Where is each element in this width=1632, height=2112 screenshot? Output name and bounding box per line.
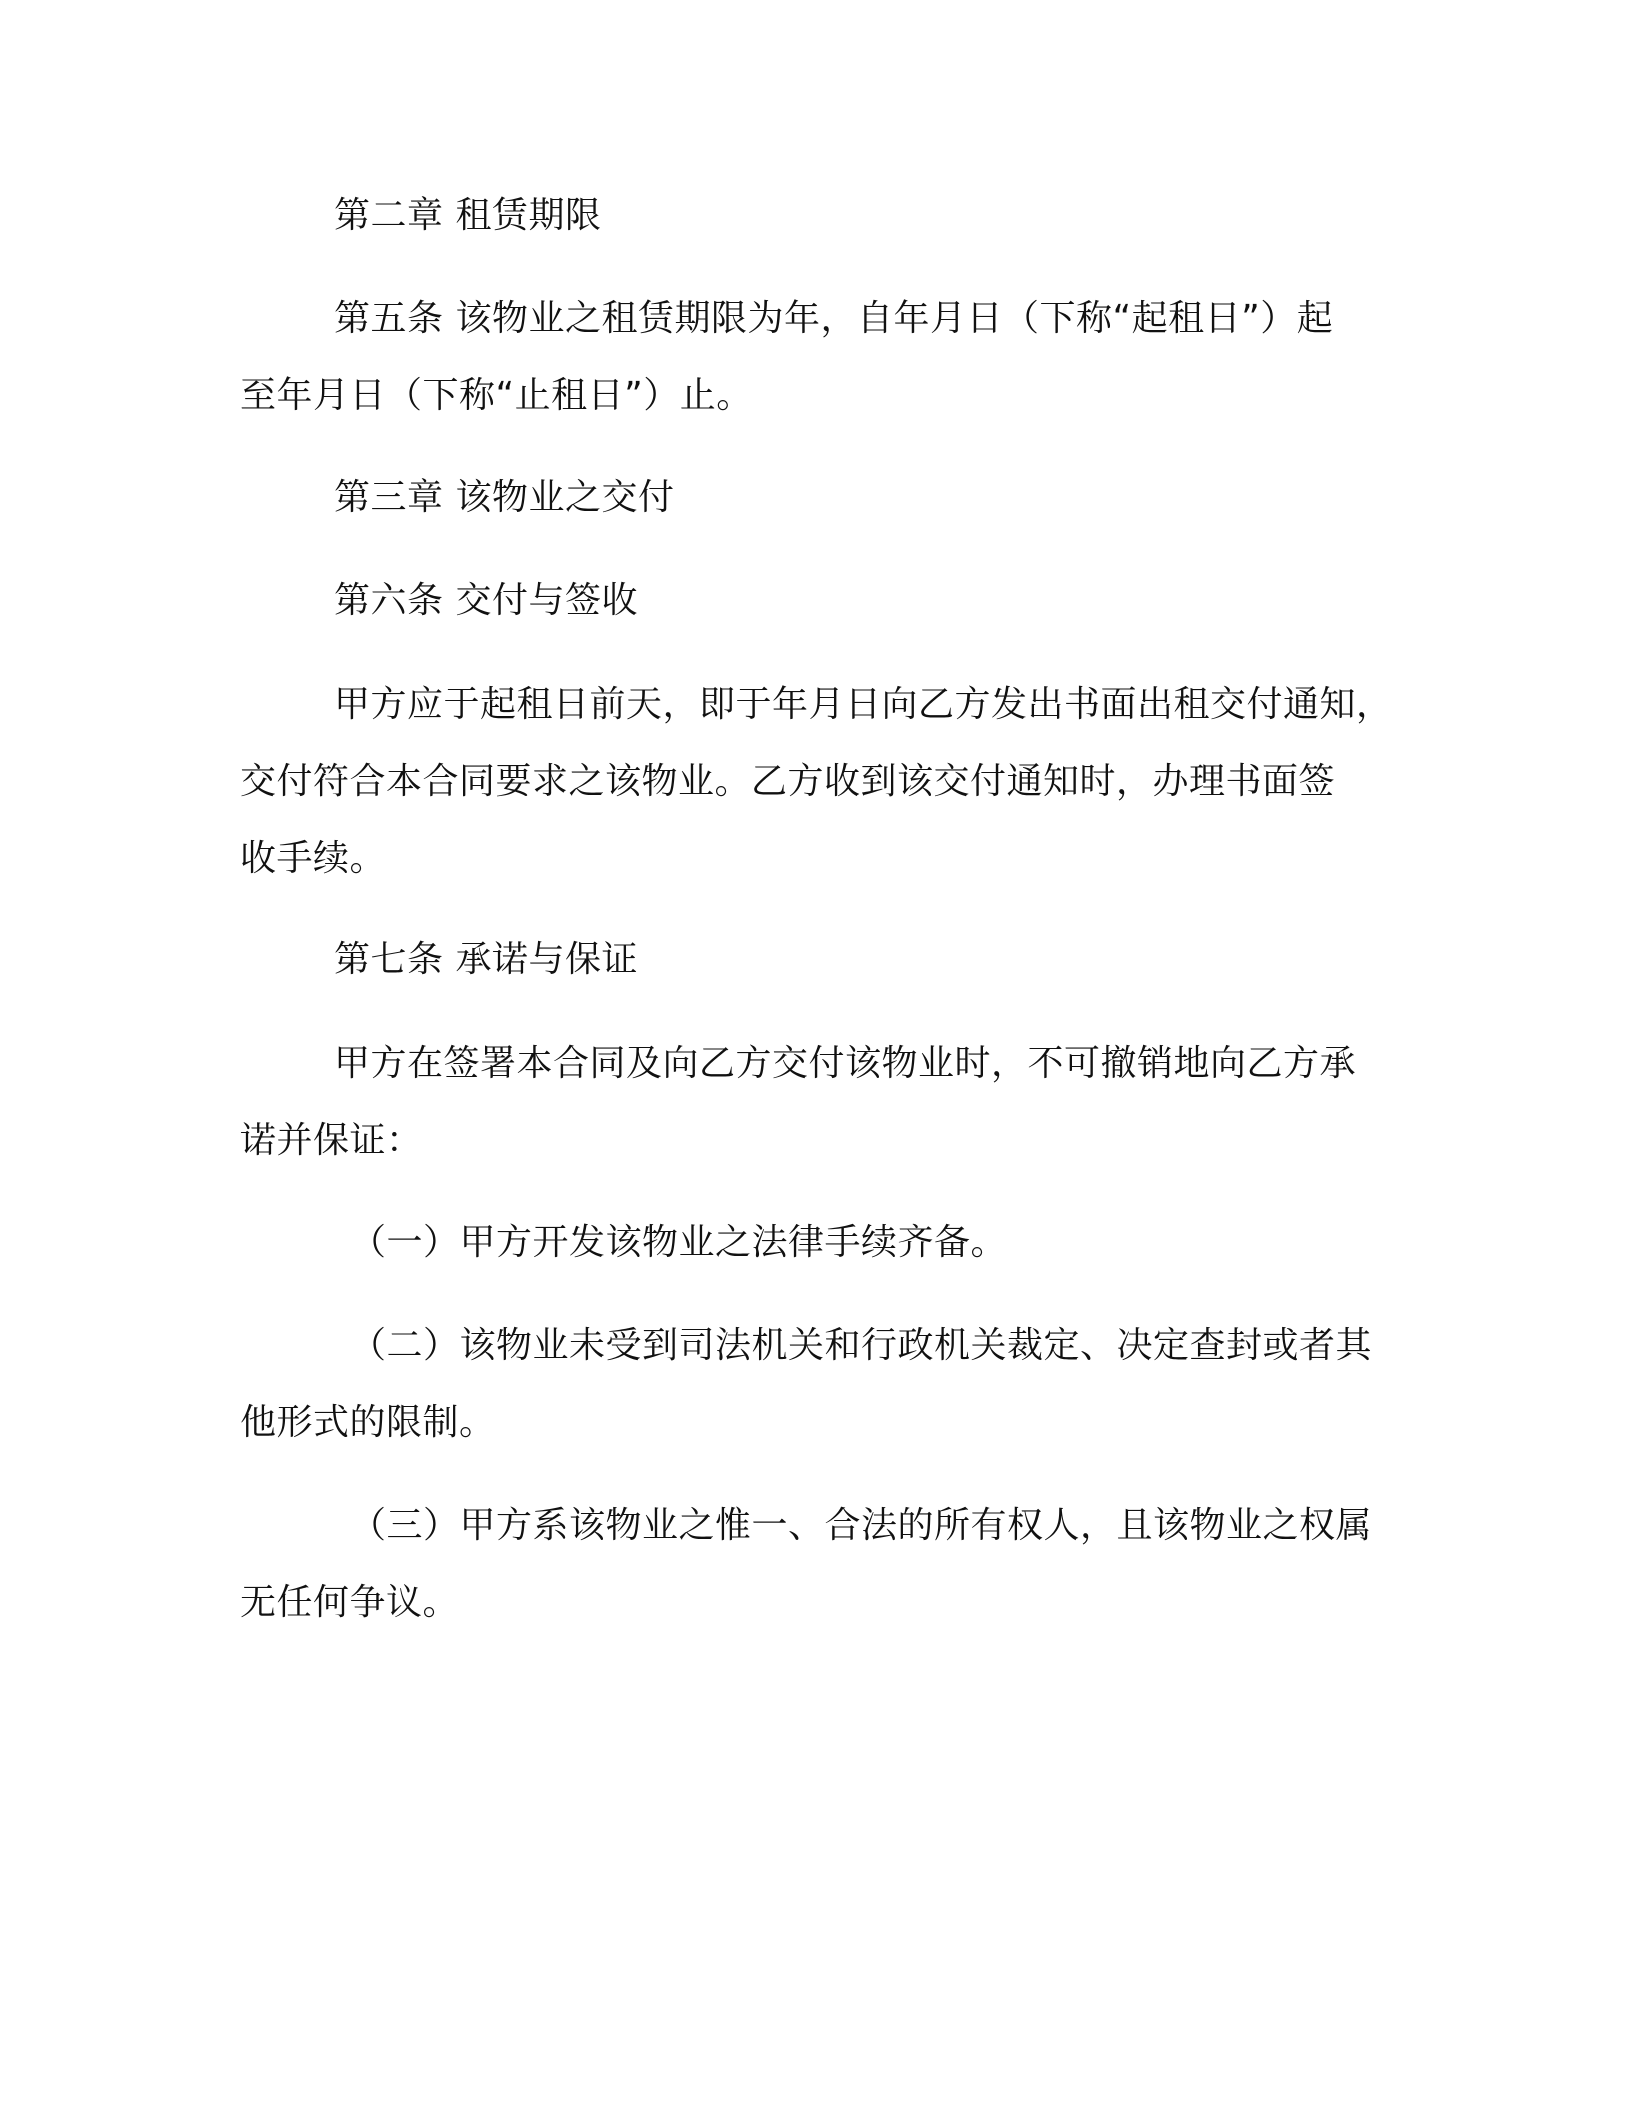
clause-3-line-2: 无任何争议。: [240, 1582, 460, 1623]
article-6-para-line-1: 甲方应于起租日前天，即于年月日向乙方发出书面出租交付通知，: [334, 684, 1393, 725]
article-7-para-line-2: 诺并保证：: [240, 1120, 423, 1161]
article-7-heading: 第七条 承诺与保证: [334, 939, 638, 980]
article-7-para-line-1: 甲方在签署本合同及向乙方交付该物业时，不可撤销地向乙方承: [334, 1043, 1357, 1084]
article-5-line-1: 第五条 该物业之租赁期限为年，自年月日（下称“起租日”）起: [334, 298, 1334, 339]
chapter-3-heading: 第三章 该物业之交付: [334, 477, 675, 518]
article-5-line-2: 至年月日（下称“止租日”）止。: [240, 375, 753, 416]
article-6-para-line-2: 交付符合本合同要求之该物业。乙方收到该交付通知时，办理书面签: [240, 761, 1336, 802]
clause-3-line-1: （三）甲方系该物业之惟一、合法的所有权人，且该物业之权属: [350, 1505, 1373, 1546]
clause-2-line-2: 他形式的限制。: [240, 1402, 496, 1443]
clause-2-line-1: （二）该物业未受到司法机关和行政机关裁定、决定查封或者其: [350, 1325, 1373, 1366]
chapter-2-heading: 第二章 租赁期限: [334, 195, 602, 236]
clause-1: （一）甲方开发该物业之法律手续齐备。: [350, 1222, 1008, 1263]
article-6-heading: 第六条 交付与签收: [334, 580, 638, 621]
article-6-para-line-3: 收手续。: [240, 838, 387, 879]
